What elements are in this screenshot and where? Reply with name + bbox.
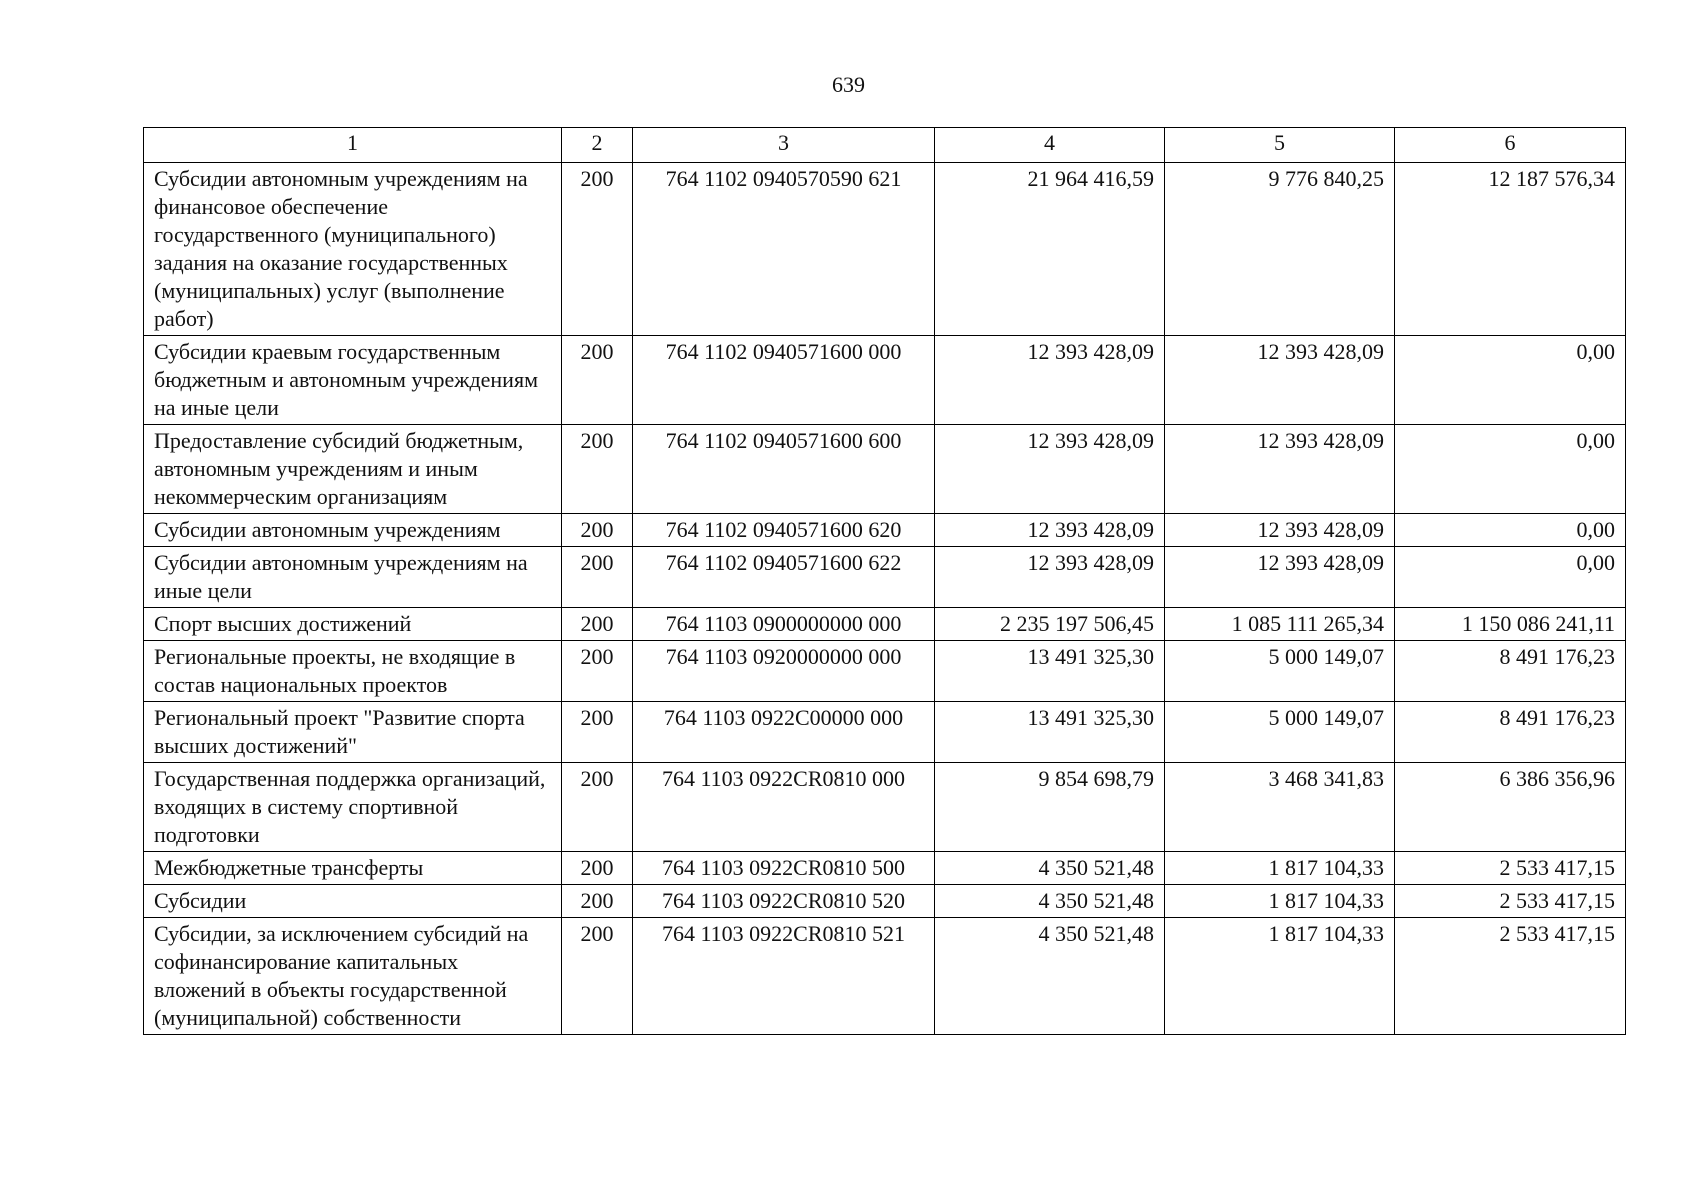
row-value-6: 0,00 <box>1395 425 1626 514</box>
table-row <box>144 163 1626 336</box>
row-value-5: 5 000 149,07 <box>1165 702 1395 763</box>
table-row <box>144 514 1626 547</box>
row-value-6: 8 491 176,23 <box>1395 641 1626 702</box>
row-code: 200 <box>562 885 633 918</box>
row-budget-code: 764 1102 0940570590 621 <box>633 163 935 336</box>
row-code: 200 <box>562 918 633 1035</box>
row-name: Субсидии автономным учреждениям на финансовое обеспечение государственного (муниципального) задания на оказание государственных (муниципальных) услуг (выполнение работ) <box>144 163 562 336</box>
row-code: 200 <box>562 608 633 641</box>
row-budget-code: 764 1103 0922С00000 000 <box>633 702 935 763</box>
row-value-5: 5 000 149,07 <box>1165 641 1395 702</box>
row-budget-code: 764 1103 0922CR0810 500 <box>633 852 935 885</box>
page-number: 639 <box>832 72 865 97</box>
row-value-4: 2 235 197 506,45 <box>935 608 1165 641</box>
row-budget-code: 764 1102 0940571600 000 <box>633 336 935 425</box>
row-budget-code: 764 1102 0940571600 600 <box>633 425 935 514</box>
row-name: Субсидии <box>144 885 562 918</box>
row-code: 200 <box>562 336 633 425</box>
row-code: 200 <box>562 163 633 336</box>
row-value-4: 12 393 428,09 <box>935 425 1165 514</box>
table-header-row <box>144 128 1626 163</box>
row-value-5: 12 393 428,09 <box>1165 425 1395 514</box>
row-code: 200 <box>562 852 633 885</box>
table-row <box>144 885 1626 918</box>
row-code: 200 <box>562 425 633 514</box>
row-code: 200 <box>562 763 633 852</box>
table-row <box>144 641 1626 702</box>
table-row <box>144 918 1626 1035</box>
row-value-6: 0,00 <box>1395 336 1626 425</box>
row-name: Субсидии автономным учреждениям на иные цели <box>144 547 562 608</box>
row-name: Спорт высших достижений <box>144 608 562 641</box>
row-value-4: 4 350 521,48 <box>935 885 1165 918</box>
column-header-6: 6 <box>1395 128 1626 163</box>
row-value-4: 21 964 416,59 <box>935 163 1165 336</box>
row-budget-code: 764 1103 0920000000 000 <box>633 641 935 702</box>
row-budget-code: 764 1103 0922CR0810 520 <box>633 885 935 918</box>
row-name: Государственная поддержка организаций, входящих в систему спортивной подготовки <box>144 763 562 852</box>
column-header-5: 5 <box>1165 128 1395 163</box>
row-name: Межбюджетные трансферты <box>144 852 562 885</box>
table-row <box>144 547 1626 608</box>
row-value-6: 2 533 417,15 <box>1395 885 1626 918</box>
table-row <box>144 336 1626 425</box>
row-budget-code: 764 1102 0940571600 620 <box>633 514 935 547</box>
row-name: Региональный проект "Развитие спорта высших достижений" <box>144 702 562 763</box>
row-value-6: 0,00 <box>1395 547 1626 608</box>
row-value-6: 2 533 417,15 <box>1395 852 1626 885</box>
row-code: 200 <box>562 702 633 763</box>
column-header-3: 3 <box>633 128 935 163</box>
column-header-1: 1 <box>144 128 562 163</box>
row-value-5: 12 393 428,09 <box>1165 547 1395 608</box>
row-value-5: 12 393 428,09 <box>1165 336 1395 425</box>
budget-table <box>143 127 1626 1035</box>
table-row <box>144 608 1626 641</box>
row-budget-code: 764 1103 0922CR0810 000 <box>633 763 935 852</box>
row-value-4: 4 350 521,48 <box>935 852 1165 885</box>
row-name: Региональные проекты, не входящие в состав национальных проектов <box>144 641 562 702</box>
row-value-5: 1 817 104,33 <box>1165 918 1395 1035</box>
row-name: Субсидии автономным учреждениям <box>144 514 562 547</box>
row-value-5: 9 776 840,25 <box>1165 163 1395 336</box>
row-value-4: 13 491 325,30 <box>935 702 1165 763</box>
row-value-5: 12 393 428,09 <box>1165 514 1395 547</box>
row-value-6: 1 150 086 241,11 <box>1395 608 1626 641</box>
row-value-4: 12 393 428,09 <box>935 547 1165 608</box>
table-row <box>144 425 1626 514</box>
row-value-4: 9 854 698,79 <box>935 763 1165 852</box>
table-row <box>144 763 1626 852</box>
column-header-4: 4 <box>935 128 1165 163</box>
row-value-6: 0,00 <box>1395 514 1626 547</box>
row-value-4: 12 393 428,09 <box>935 336 1165 425</box>
row-value-5: 3 468 341,83 <box>1165 763 1395 852</box>
row-value-4: 12 393 428,09 <box>935 514 1165 547</box>
row-name: Субсидии краевым государственным бюджетным и автономным учреждениям на иные цели <box>144 336 562 425</box>
row-value-6: 6 386 356,96 <box>1395 763 1626 852</box>
row-value-4: 13 491 325,30 <box>935 641 1165 702</box>
row-code: 200 <box>562 641 633 702</box>
row-value-4: 4 350 521,48 <box>935 918 1165 1035</box>
row-budget-code: 764 1103 0900000000 000 <box>633 608 935 641</box>
row-code: 200 <box>562 514 633 547</box>
row-code: 200 <box>562 547 633 608</box>
row-name: Субсидии, за исключением субсидий на софинансирование капитальных вложений в объекты государственной (муниципальной) собственности <box>144 918 562 1035</box>
row-value-5: 1 817 104,33 <box>1165 885 1395 918</box>
row-value-6: 8 491 176,23 <box>1395 702 1626 763</box>
row-budget-code: 764 1102 0940571600 622 <box>633 547 935 608</box>
table-row <box>144 852 1626 885</box>
row-value-5: 1 817 104,33 <box>1165 852 1395 885</box>
column-header-2: 2 <box>562 128 633 163</box>
row-name: Предоставление субсидий бюджетным, автономным учреждениям и иным некоммерческим организациям <box>144 425 562 514</box>
row-value-5: 1 085 111 265,34 <box>1165 608 1395 641</box>
row-value-6: 2 533 417,15 <box>1395 918 1626 1035</box>
row-budget-code: 764 1103 0922CR0810 521 <box>633 918 935 1035</box>
row-value-6: 12 187 576,34 <box>1395 163 1626 336</box>
table-row <box>144 702 1626 763</box>
